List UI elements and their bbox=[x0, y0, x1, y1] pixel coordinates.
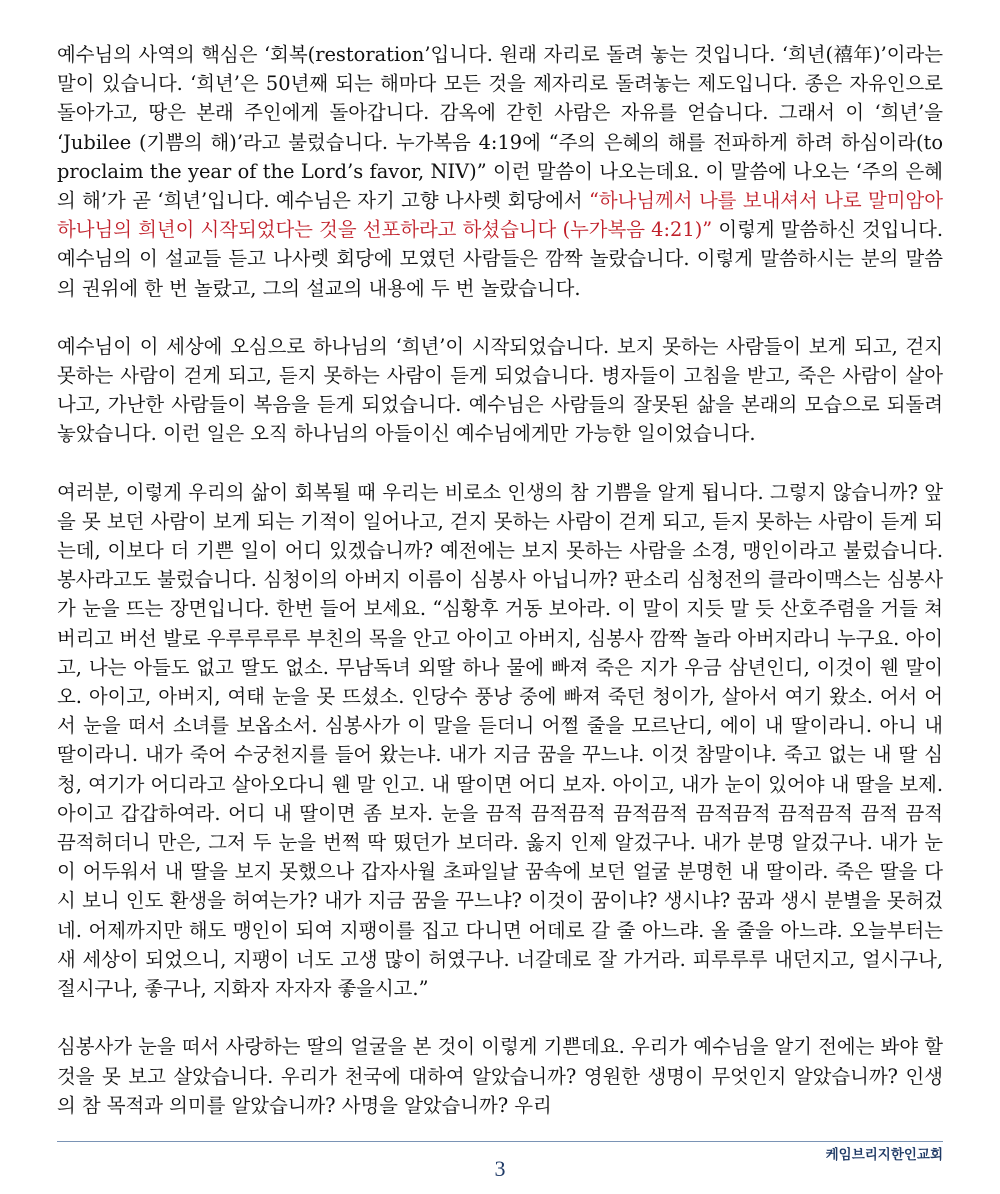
page-number: 3 bbox=[494, 1156, 506, 1181]
paragraph-3: 여러분, 이렇게 우리의 삶이 회복될 때 우리는 비로소 인생의 참 기쁨을 알게 됩니다. 그렇지 않습니까? 앞을 못 보던 사람이 보게 되는 기적이 일어나고, 걷지 못하는 사람이 걷게 되고, 듣지 못하는 사람이 듣게 되는데, 이보다 더 기쁜 일이 어디 있겠습니까? 예전에는 보지 못하는 사람을 소경, 맹인이라고 불렀습니다. 봉사라고도 불렀습니다. 심청이의 아버지 이름이 심봉사 아닙니까? 판소리 심청전의 클라이맥스는 심봉사가 눈을 뜨는 장면입니다. 한번 들어 보세요. “심황후 거동 보아라. 이 말이 지듯 말 듯 산호주렴을 거들 쳐 버리고 버선 발로 우루루루루 부친의 목을 안고 아이고 아버지, 심봉사 깜짝 놀라 아버지라니 누구요. 아이고, 나는 아들도 없고 딸도 없소. 무남독녀 외딸 하나 물에 빠져 죽은 지가 우금 삼년인디, 이것이 웬 말이오. 아이고, 아버지, 여태 눈을 못 뜨셨소. 인당수 풍낭 중에 빠져 죽던 청이가, 살아서 여기 왔소. 어서 어서 눈을 떠서 소녀를 보옵소서. 심봉사가 이 말을 듣더니 어쩔 줄을 모르난디, 에이 내 딸이라니. 아니 내 딸이라니. 내가 죽어 수궁천지를 들어 왔는냐. 내가 지금 꿈을 꾸느냐. 이것 참말이냐. 죽고 없는 내 딸 심청, 여기가 어디라고 살아오다니 웬 말 인고. 내 딸이면 어디 보자. 아이고, 내가 눈이 있어야 내 딸을 보제. 아이고 갑갑하여라. 어디 내 딸이면 좀 보자. 눈을 끔적 끔적끔적 끔적끔적 끔적끔적 끔적끔적 끔적 끔적 끔적허더니 만은, 그저 두 눈을 번쩍 딱 떴던가 보더라. 옳지 인제 알겄구나. 내가 분명 알겄구나. 내가 눈이 어두워서 내 딸을 보지 못했으나 갑자사월 초파일날 꿈속에 보던 얼굴 분명헌 내 딸이라. 죽은 딸을 다시 보니 인도 환생을 허여는가? 내가 지금 꿈을 꾸느냐? 이것이 꿈이냐? 생시냐? 꿈과 생시 분별을 못허겄네. 어제까지만 해도 맹인이 되여 지팽이를 집고 다니면 어데로 갈 줄 아느랴. 올 줄을 아느랴. 오늘부터는 새 세상이 되었으니, 지팽이 너도 고생 많이 허였구나. 너갈데로 잘 가거라. 피루루루 내던지고, 얼시구나, 절시구나, 좋구나, 지화자 자자자 좋을시고.” bbox=[57, 480, 943, 1001]
paragraph-4: 심봉사가 눈을 떠서 사랑하는 딸의 얼굴을 본 것이 이렇게 기쁜데요. 우리가 예수님을 알기 전에는 봐야 할 것을 못 보고 살았습니다. 우리가 천국에 대하여 알았습니까? 영원한 생명이 무엇인지 알았습니까? 인생의 참 목적과 의미를 알았습니까? 사명을 알았습니까? 우리 bbox=[57, 1035, 943, 1117]
paragraph-2: 예수님이 이 세상에 오심으로 하나님의 ‘희년’이 시작되었습니다. 보지 못하는 사람들이 보게 되고, 걷지 못하는 사람이 걷게 되고, 듣지 못하는 사람이 듣게 되었습니다. 병자들이 고침을 받고, 죽은 사람이 살아나고, 가난한 사람들이 복음을 듣게 되었습니다. 예수님은 사람들의 잘못된 삶을 본래의 모습으로 되돌려 놓았습니다. 이런 일은 오직 하나님의 아들이신 예수님에게만 가능한 일이었습니다. bbox=[57, 334, 943, 446]
footer-divider bbox=[57, 1141, 943, 1142]
paragraph-1-text-end: 이렇게 말씀하신 것입니다. 예수님의 이 설교들 듣고 나사렛 회당에 모였던 사람들은 깜짝 놀랐습니다. 이렇게 말씀하시는 분의 말씀의 권위에 한 번 놀랐고, 그의 설교의 내용에 두 번 놀랐습니다. bbox=[57, 218, 943, 300]
scripture-highlight: “하나님께서 나를 보내셔서 나로 말미암아 하나님의 희년이 시작되었다는 것을 선포하라고 하셨습니다 (누가복음 4:21)” bbox=[57, 189, 943, 242]
sermon-body bbox=[57, 40, 943, 1120]
paragraph-1 bbox=[57, 40, 943, 303]
paragraph-1-text-start: 예수님의 사역의 핵심은 ‘회복(restoration’입니다. 원래 자리로 돌려 놓는 것입니다. ‘희년(禧年)’이라는 말이 있습니다. ‘희년’은 50년째 되는 해마다 모든 것을 제자리로 돌려놓는 제도입니다. 종은 자유인으로 돌아가고, 땅은 본래 주인에게 돌아갑니다. 감옥에 갇힌 사람은 자유를 얻습니다. 그래서 이 ‘희년’을 ‘Jubilee (기쁨의 해)’라고 불렀습니다. 누가복음 4:19에 “주의 은혜의 해를 전파하게 하려 하심이라(to proclaim the year of the Lord’s favor, NIV)” 이런 말씀이 나오는데요. 이 말씀에 나오는 ‘주의 은혜의 해’가 곧 ‘희년’입니다. 예수님은 자기 고향 나사렛 회당에서 bbox=[57, 43, 943, 213]
church-name: 케임브리지한인교회 bbox=[825, 1147, 943, 1163]
